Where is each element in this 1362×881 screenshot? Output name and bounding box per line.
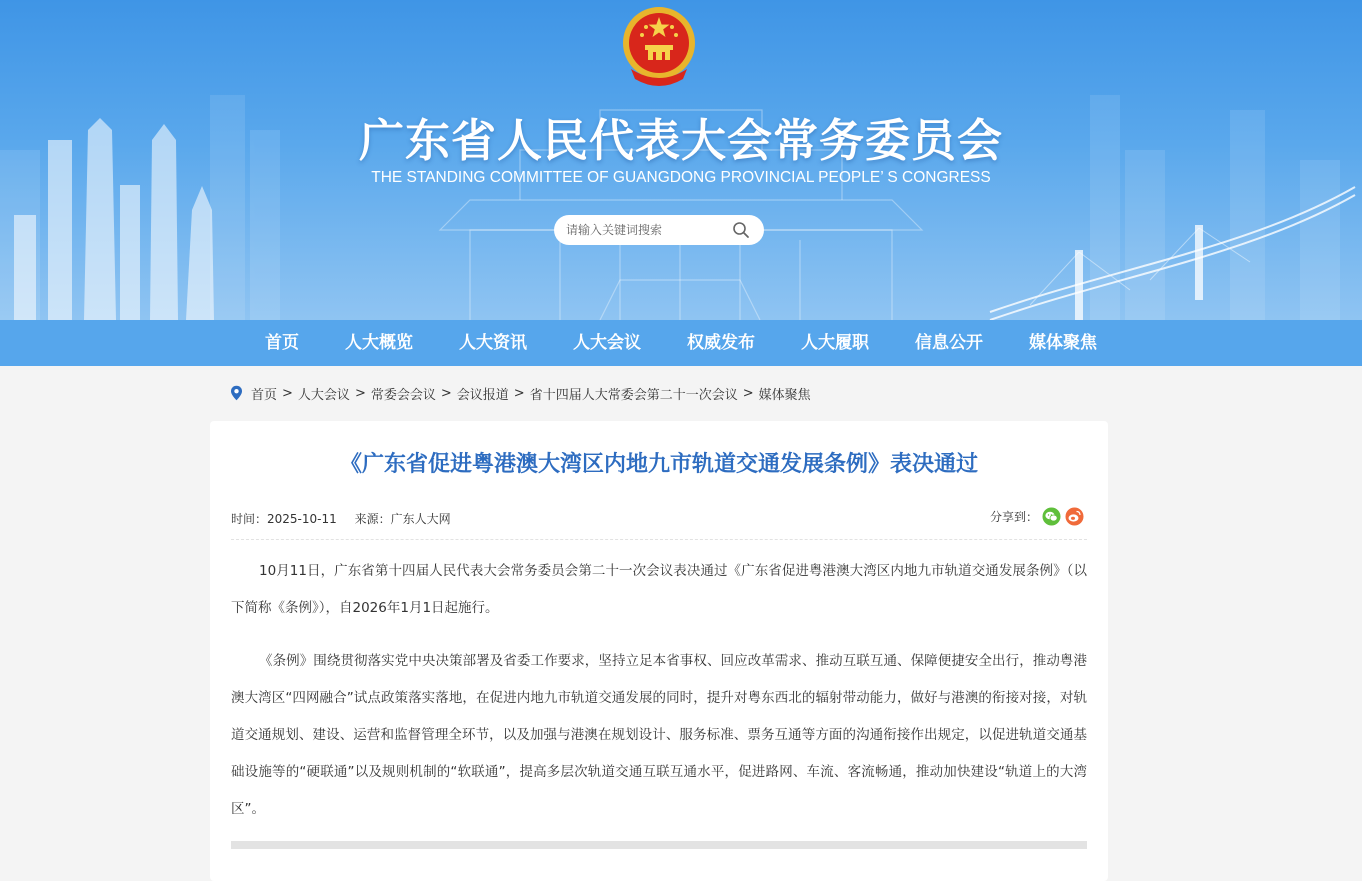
weibo-icon[interactable] [1065,507,1084,526]
breadcrumb-item-media[interactable]: 媒体聚焦 [758,387,811,403]
article-source: 来源：广东人大网 [354,512,451,526]
search-input[interactable] [566,220,726,240]
nav-item-media[interactable]: 媒体聚焦 [1029,333,1097,353]
article-meta [231,510,465,527]
breadcrumb-separator: > [354,385,366,401]
breadcrumb-item-standing-meetings[interactable]: 常委会会议 [370,387,436,403]
breadcrumb-item-session[interactable]: 省十四届人大常委会第二十一次会议 [529,387,738,403]
main-nav [0,320,1362,366]
breadcrumb-separator: > [282,385,293,401]
breadcrumb-item-home[interactable]: 首页 [251,387,278,403]
content-bottom-bar [231,841,1087,849]
header-banner [0,0,1362,320]
nav-item-releases[interactable]: 权威发布 [687,333,755,353]
breadcrumb-separator: > [742,385,754,401]
breadcrumb-item-meetings[interactable]: 人大会议 [297,387,350,403]
breadcrumb [230,383,811,403]
nav-item-overview[interactable]: 人大概览 [345,333,413,353]
location-pin-icon [230,385,243,401]
wechat-icon[interactable] [1042,507,1061,526]
search-box [554,215,764,245]
share-bar [990,507,1084,526]
search-icon[interactable] [732,221,750,239]
share-label: 分享到： [989,510,1038,524]
article-paragraph-1: 10月11日，广东省第十四届人民代表大会常务委员会第二十一次会议表决通过《广东省促进粤港澳大湾区内地九市轨道交通发展条例》（以下简称《条例》），自2026年1月1日起施行。 [231,563,1087,616]
article-paragraph-2: 《条例》围绕贯彻落实党中央决策部署及省委工作要求，坚持立足本省事权、回应改革需求、推动互联互通、保障便捷安全出行，推动粤港澳大湾区“四网融合”试点政策落实落地，在促进内地九市轨道交通发展的同时，提升对粤东西北的辐射带动能力，做好与港澳的衔接对接，对轨道交通规划、建设、运营和监督管理全环节，以及加强与港澳在规划设计、服务标准、票务互通等方面的沟通衔接作出规定，以促进轨道交通基础设施等的“硬联通”以及规则机制的“软联通”，提高多层次轨道交通互联互通水平，促进路网、车流、客流畅通，推动加快建设“轨道上的大湾区”。 [231,653,1087,817]
breadcrumb-separator: > [440,385,452,401]
nav-item-info-disclosure[interactable]: 信息公开 [915,333,983,353]
nav-item-meetings[interactable]: 人大会议 [573,333,641,353]
site-subtitle: THE STANDING COMMITTEE OF GUANGDONG PROVINCIAL PEOPLE’ S CONGRESS [371,169,991,186]
national-emblem-icon [621,5,697,87]
breadcrumb-separator: > [513,385,525,401]
nav-item-home[interactable]: 首页 [265,333,299,353]
site-title: 广东省人民代表大会常务委员会 [358,114,1003,167]
article-card [210,421,1108,881]
article-date: 时间：2025-10-11 [231,512,337,526]
breadcrumb-item-reports[interactable]: 会议报道 [456,387,509,403]
article-title: 《广东省促进粤港澳大湾区内地九市轨道交通发展条例》表决通过 [339,452,978,477]
nav-item-duties[interactable]: 人大履职 [801,333,869,353]
meta-divider [231,539,1087,540]
nav-item-news[interactable]: 人大资讯 [459,333,527,353]
